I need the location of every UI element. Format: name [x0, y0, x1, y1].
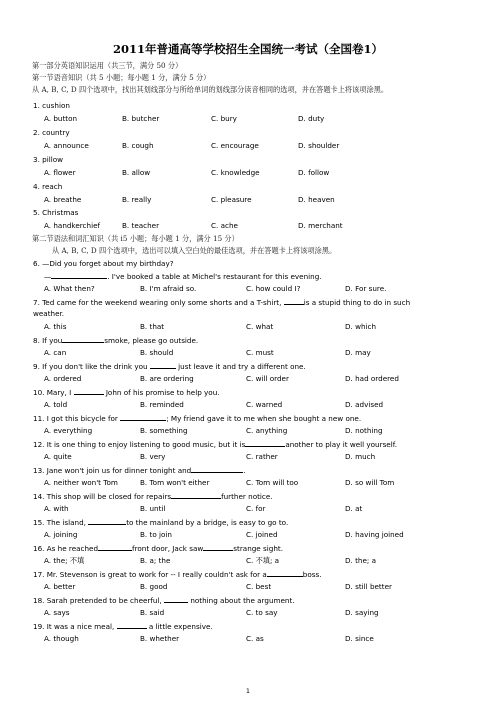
question-stem: 6. —Did you forget about my birthday?: [33, 259, 174, 268]
instructions: 从 A, B, C, D 四个选项中，找出其划线部分与所给单词的划线部分读音相同的选项，并在答题卡上将该项涂黑。: [32, 85, 389, 94]
option-d: D. had ordered: [345, 374, 399, 383]
option-b: B. reminded: [140, 400, 184, 409]
page-title: 2011年普通高等学校招生全国统一考试（全国卷1）: [112, 42, 383, 56]
option-d: D. For sure.: [345, 284, 387, 293]
option-c: C. best: [246, 582, 272, 591]
option-a: A. What then?: [44, 284, 95, 293]
option-c: C. how could I?: [246, 284, 301, 293]
option-b: B. teacher: [122, 221, 160, 230]
subsection-heading: 第一节语音知识（共 5 小题；每小题 1 分，满分 5 分）: [32, 73, 211, 82]
question-stem: weather.: [33, 309, 65, 318]
option-d: D. merchant: [298, 221, 343, 230]
option-c: C. anything: [246, 426, 288, 435]
option-a: A. everything: [44, 426, 93, 435]
option-c: C. Tom will too: [246, 478, 299, 487]
option-b: B. allow: [122, 168, 151, 177]
option-b: B. are ordering: [140, 374, 194, 383]
option-b: B. whether: [140, 634, 180, 643]
option-c: C. joined: [246, 530, 278, 539]
question-stem: 13. Jane won't join us for dinner tonight and .: [33, 466, 246, 475]
option-a: A. told: [44, 400, 68, 409]
option-b: B. cough: [122, 141, 154, 150]
option-b: B. something: [140, 426, 188, 435]
option-a: A. with: [44, 504, 69, 513]
option-c: C. what: [246, 322, 274, 331]
option-b: B. that: [140, 322, 165, 331]
subsection-heading: 第二节语法和词汇知识（共 i5 小题；每小题 1 分，满分 15 分）: [32, 234, 239, 243]
option-d: D. at: [345, 504, 363, 513]
option-a: A. though: [44, 634, 79, 643]
question-stem: 18. Sarah pretended to be cheerful, nothing about the argument.: [33, 596, 295, 605]
option-a: A. says: [44, 608, 70, 617]
option-d: D. having joined: [345, 530, 404, 539]
option-d: D. much: [345, 452, 376, 461]
option-d: D. still better: [345, 582, 392, 591]
option-d: D. so will Tom: [345, 478, 395, 487]
option-d: D. duty: [298, 114, 325, 123]
question-stem: 19. It was a nice meal, a little expensive.: [33, 622, 213, 631]
option-d: D. which: [345, 322, 377, 331]
option-b: B. butcher: [122, 114, 160, 123]
option-a: A. flower: [44, 168, 76, 177]
option-b: B. until: [140, 504, 166, 513]
option-d: D. follow: [298, 168, 330, 177]
option-a: A. neither won't Tom: [44, 478, 118, 487]
option-c: C. must: [246, 348, 274, 357]
question-stem: — . I've booked a table at Michel's restaurant for this evening.: [44, 272, 322, 281]
option-c: C. warned: [246, 400, 283, 409]
option-c: C. encourage: [211, 141, 259, 150]
question-stem: 11. I got this bicycle for ; My friend gave it to me when she bought a new one.: [33, 414, 362, 423]
option-d: D. saying: [345, 608, 379, 617]
question-stem: 9. If you don't like the drink you just leave it and try a different one.: [33, 362, 306, 371]
question-stem: 10. Mary, I John of his promise to help you.: [33, 388, 220, 397]
option-c: C. ache: [211, 221, 238, 230]
option-d: D. advised: [345, 400, 384, 409]
option-a: A. quite: [44, 452, 72, 461]
page-number: 1: [245, 687, 251, 695]
option-d: D. heaven: [298, 195, 335, 204]
question-stem: 8. If you smoke, please go outside.: [33, 336, 199, 345]
option-a: A. joining: [44, 530, 78, 539]
option-b: B. really: [122, 195, 152, 204]
option-d: D. shoulder: [298, 141, 340, 150]
option-b: B. should: [140, 348, 174, 357]
option-a: A. ordered: [44, 374, 82, 383]
option-b: B. to join: [140, 530, 172, 539]
question-stem: 4. reach: [33, 182, 63, 191]
option-d: D. the; a: [345, 556, 377, 565]
option-a: A. handkerchief: [44, 221, 101, 230]
option-b: B. good: [140, 582, 168, 591]
option-d: D. may: [345, 348, 371, 357]
question-stem: 5. Christmas: [33, 208, 79, 217]
option-c: C. to say: [246, 608, 278, 617]
option-a: A. announce: [44, 141, 89, 150]
option-c: C. pleasure: [211, 195, 252, 204]
question-stem: 12. It is one thing to enjoy listening to good music, but it is another to play it well yourself.: [33, 440, 398, 449]
option-d: D. since: [345, 634, 374, 643]
option-c: C. 不填; a: [246, 556, 280, 565]
option-b: B. a; the: [140, 556, 171, 565]
option-a: A. breathe: [44, 195, 82, 204]
question-stem: 2. country: [33, 128, 70, 137]
option-b: B. very: [140, 452, 166, 461]
option-c: C. as: [246, 634, 264, 643]
option-c: C. will order: [246, 374, 289, 383]
option-b: B. said: [140, 608, 165, 617]
question-stem: 17. Mr. Stevenson is great to work for -- I really couldn't ask for a boss.: [33, 570, 322, 579]
question-stem: 7. Ted came for the weekend wearing only some shorts and a T-shirt, is a stupid thing to do in such: [33, 298, 411, 307]
question-stem: 3. pillow: [33, 155, 63, 164]
option-a: A. button: [44, 114, 78, 123]
question-stem: 15. The island, to the mainland by a bridge, is easy to go to.: [33, 518, 289, 527]
option-a: A. better: [44, 582, 76, 591]
option-c: C. for: [246, 504, 266, 513]
option-a: A. can: [44, 348, 67, 357]
option-c: C. rather: [246, 452, 278, 461]
option-a: A. the; 不填: [44, 556, 85, 565]
option-b: B. I'm afraid so.: [140, 284, 197, 293]
question-stem: 1. cushion: [33, 101, 70, 110]
section-heading: 第一部分英语知识运用（共三节，满分 50 分）: [32, 61, 183, 70]
question-stem: 16. As he reached front door, Jack saw strange sight.: [33, 544, 283, 553]
option-c: C. knowledge: [211, 168, 260, 177]
option-b: B. Tom won't either: [140, 478, 210, 487]
question-stem: 14. This shop will be closed for repairs further notice.: [33, 492, 273, 501]
option-c: C. bury: [211, 114, 237, 123]
option-a: A. this: [44, 322, 67, 331]
instructions: 从 A, B, C, D 四个选项中，选出可以填入空白处的最佳选项，并在答题卡上将该项涂黑。: [52, 246, 337, 255]
option-d: D. nothing: [345, 426, 383, 435]
